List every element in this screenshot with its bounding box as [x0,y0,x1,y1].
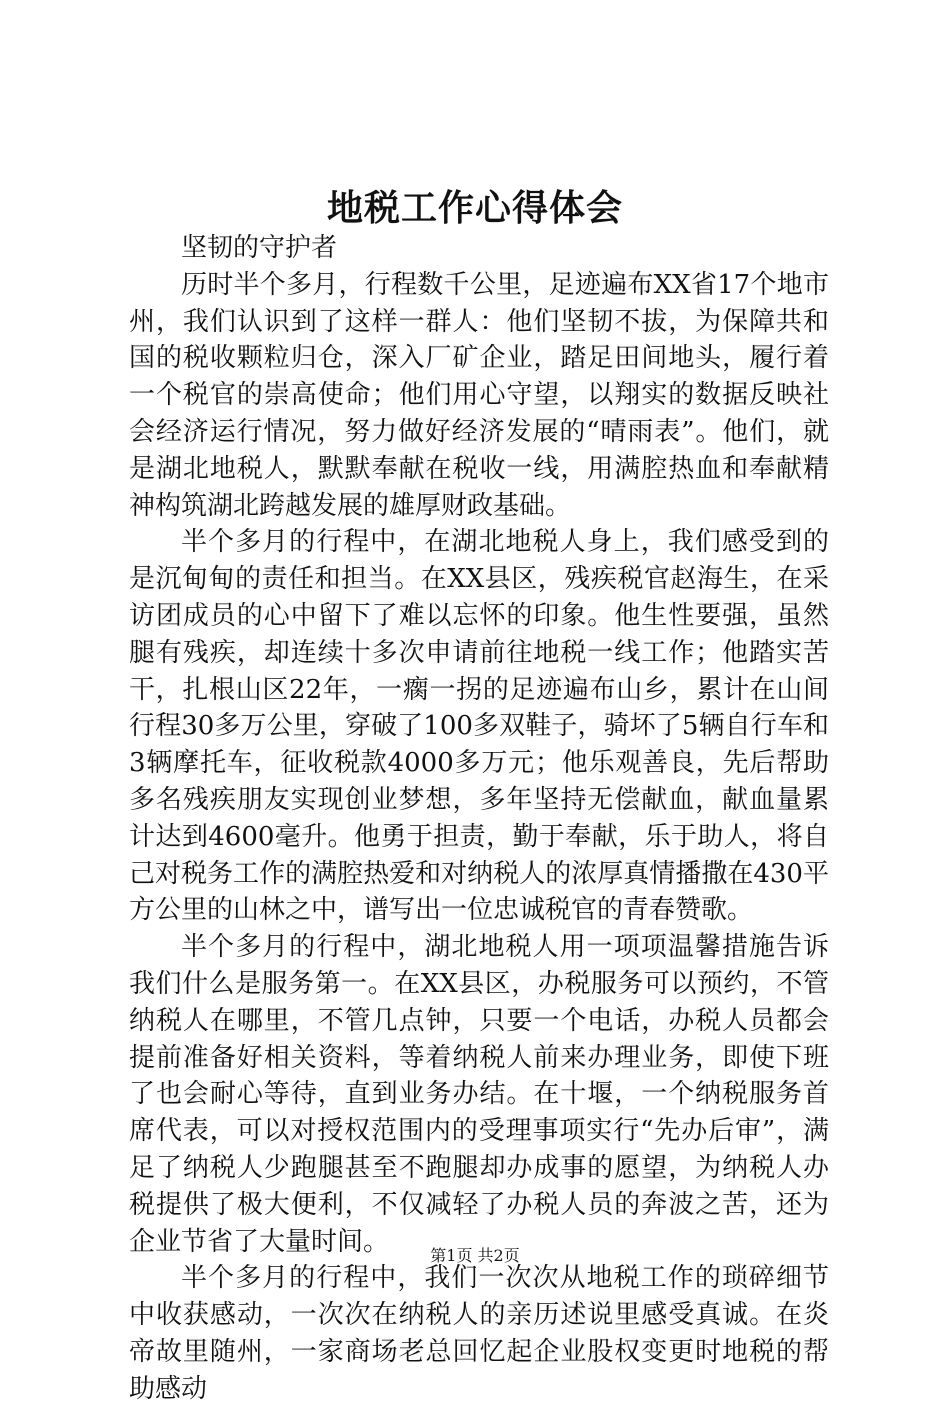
document-title: 地税工作心得体会 [326,187,623,229]
paragraph-4: 半个多月的行程中，我们一次次从地税工作的琐碎细节中收获感动，一次次在纳税人的亲历述说里感受真诚。在炎帝故里随州，一家商场老总回忆起企业股权变更时地税的帮助感动 [129,1263,829,1404]
paragraph-3: 半个多月的行程中，湖北地税人用一项项温馨措施告诉我们什么是服务第一。在XX县区，办税服务可以预约，不管纳税人在哪里，不管几点钟，只要一个电话，办税人员都会提前准备好相关资料，等着纳税人前来办理业务，即使下班了也会耐心等待，直到业务办结。在十堰，一个纳税服务首席代表，可以对授权范围内的受理事项实行“先办后审”，满足了纳税人少跑腿甚至不跑腿却办成事的愿望，为纳税人办税提供了极大便利，不仅减轻了办税人员的奔波之苦，还为企业节省了大量时间。 [129,932,829,1257]
page-number-footer: 第1页 共2页 [430,1246,520,1265]
paragraph-2: 半个多月的行程中，在湖北地税人身上，我们感受到的是沉甸甸的责任和担当。在XX县区，残疾税官赵海生，在采访团成员的心中留下了难以忘怀的印象。他生性要强，虽然腿有残疾，却连续十多次申请前往地税一线工作；他踏实苦干，扎根山区22年，一瘸一拐的足迹遍布山乡，累计在山间行程30多万公里，穿破了100多双鞋子，骑坏了5辆自行车和3辆摩托车，征收税款4000多万元；他乐观善良，先后帮助多名残疾朋友实现创业梦想，多年坚持无偿献血，献血量累计达到4600毫升。他勇于担责，勤于奉献，乐于助人，将自己对税务工作的满腔热爱和对纳税人的浓厚真情播撒在430平方公里的山林之中，谱写出一位忠诚税官的青春赞歌。 [129,527,829,926]
section-heading: 坚韧的守护者 [181,233,338,263]
document-body [129,230,829,1408]
paragraph-1: 历时半个多月，行程数千公里，足迹遍布XX省17个地市州，我们认识到了这样一群人：他们坚韧不拔，为保障共和国的税收颗粒归仓，深入厂矿企业，踏足田间地头，履行着一个税官的崇高使命；他们用心守望，以翔实的数据反映社会经济运行情况，努力做好经济发展的“晴雨表”。他们，就是湖北地税人，默默奉献在税收一线，用满腔热血和奉献精神构筑湖北跨越发展的雄厚财政基础。 [129,269,829,521]
